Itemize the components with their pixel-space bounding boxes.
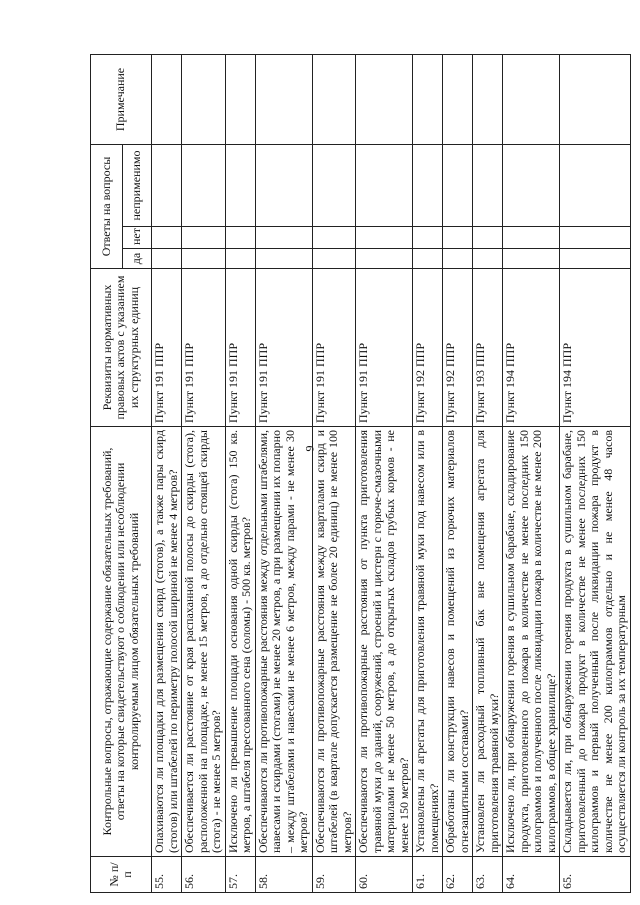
- answer-na-cell[interactable]: [312, 145, 356, 227]
- table-row: [560, 55, 631, 893]
- row-number: 60.: [356, 857, 413, 893]
- note-cell[interactable]: [560, 55, 631, 145]
- note-cell[interactable]: [225, 55, 255, 145]
- row-question: Установлен ли расходный топливный бак вне помещения агрегата для приготовления травяной муки?: [473, 427, 503, 857]
- note-cell[interactable]: [413, 55, 443, 145]
- row-number: 57.: [225, 857, 255, 893]
- row-question: Исключено ли, при обнаружении горения в сушильном барабане, складирование продукта, приготовленного до пожара в количестве не менее последних 150 килограммов и полученного после ликвидации пожара в количестве не менее 200 килограммов, в общее хранилище?: [503, 427, 560, 857]
- row-number: 56.: [182, 857, 226, 893]
- answer-yes-cell[interactable]: [152, 249, 182, 269]
- header-yes: да: [123, 249, 152, 269]
- answer-yes-cell[interactable]: [443, 249, 473, 269]
- answer-no-cell[interactable]: [503, 227, 560, 249]
- note-cell[interactable]: [255, 55, 312, 145]
- table-row: [356, 55, 413, 893]
- row-requisite: Пункт 192 ППР: [413, 269, 443, 427]
- row-requisite: Пункт 194 ППР: [503, 269, 560, 427]
- answer-yes-cell[interactable]: [225, 249, 255, 269]
- row-number: 61.: [413, 857, 443, 893]
- row-question: Обеспечиваются ли противопожарные расстояния между кварталами скирд и штабелей (в квартале допускается размещение не более 20 единиц) не менее 100 метров?: [312, 427, 356, 857]
- row-requisite: Пункт 191 ППР: [312, 269, 356, 427]
- row-number: 58.: [255, 857, 312, 893]
- row-requisite: Пункт 191 ППР: [182, 269, 226, 427]
- answer-yes-cell[interactable]: [255, 249, 312, 269]
- row-requisite: Пункт 192 ППР: [443, 269, 473, 427]
- row-question: Опахиваются ли площадки для размещения скирд (стогов), а также пары скирд (стогов) или штабелей по периметру полосой шириной не менее 4 метров?: [152, 427, 182, 857]
- answer-no-cell[interactable]: [413, 227, 443, 249]
- table-row: [473, 55, 503, 893]
- answer-na-cell[interactable]: [356, 145, 413, 227]
- header-num: № п/п: [91, 857, 152, 893]
- note-cell[interactable]: [312, 55, 356, 145]
- answer-yes-cell[interactable]: [356, 249, 413, 269]
- answer-no-cell[interactable]: [473, 227, 503, 249]
- row-number: 55.: [152, 857, 182, 893]
- row-number: 59.: [312, 857, 356, 893]
- answer-na-cell[interactable]: [152, 145, 182, 227]
- note-cell[interactable]: [443, 55, 473, 145]
- answer-no-cell[interactable]: [152, 227, 182, 249]
- row-question: Обеспечивается ли расстояние от края распаханной полосы до скирды (стога), расположенной на площадке, не менее 15 метров, а до отдельно стоящей скирды (стога) - не менее 5 метров?: [182, 427, 226, 857]
- row-question: Установлены ли агрегаты для приготовления травяной муки под навесом или в помещениях?: [413, 427, 443, 857]
- row-number: 65.: [560, 857, 631, 893]
- answer-no-cell[interactable]: [225, 227, 255, 249]
- row-question: Исключено ли превышение площади основания одной скирды (стога) 150 кв. метров, а штабеля прессованного сена (соломы) - 500 кв. метров?: [225, 427, 255, 857]
- row-question: Обработаны ли конструкции навесов и помещений из горючих материалов огнезащитными составами?: [443, 427, 473, 857]
- row-requisite: Пункт 191 ППР: [152, 269, 182, 427]
- header-no: нет: [123, 227, 152, 249]
- answer-yes-cell[interactable]: [560, 249, 631, 269]
- answer-na-cell[interactable]: [473, 145, 503, 227]
- header-row-1: [91, 55, 123, 893]
- row-requisite: Пункт 191 ППР: [225, 269, 255, 427]
- table-row: [255, 55, 312, 893]
- answer-no-cell[interactable]: [560, 227, 631, 249]
- row-requisite: Пункт 194 ППР: [560, 269, 631, 427]
- row-question: Обеспечиваются ли противопожарные расстояния от пункта приготовления травяной муки до зданий, сооружений, строений и цистерн с горюче-смазочными материалами не менее 50 метров, а до открытых складов грубых кормов - не менее 150 метров?: [356, 427, 413, 857]
- answer-no-cell[interactable]: [443, 227, 473, 249]
- row-requisite: Пункт 193 ППР: [473, 269, 503, 427]
- header-note: Примечание: [91, 55, 152, 145]
- answer-no-cell[interactable]: [182, 227, 226, 249]
- header-requisites: Реквизиты нормативных правовых актов с указанием их структурных единиц: [91, 269, 152, 427]
- note-cell[interactable]: [182, 55, 226, 145]
- row-number: 63.: [473, 857, 503, 893]
- answer-yes-cell[interactable]: [503, 249, 560, 269]
- answer-na-cell[interactable]: [503, 145, 560, 227]
- row-question: Обеспечиваются ли противопожарные расстояния между отдельными штабелями, навесами и скирдами (стогами) не менее 20 метров, а при размещении их попарно – между штабелями и навесами не менее 6 метров, между парами - не менее 30 метров?: [255, 427, 312, 857]
- answer-yes-cell[interactable]: [312, 249, 356, 269]
- header-na: неприменимо: [123, 145, 152, 227]
- table-row: [312, 55, 356, 893]
- note-cell[interactable]: [356, 55, 413, 145]
- rotated-table-container: [90, 55, 632, 893]
- note-cell[interactable]: [503, 55, 560, 145]
- answer-na-cell[interactable]: [560, 145, 631, 227]
- note-cell[interactable]: [473, 55, 503, 145]
- answer-na-cell[interactable]: [255, 145, 312, 227]
- answer-na-cell[interactable]: [182, 145, 226, 227]
- answer-na-cell[interactable]: [413, 145, 443, 227]
- header-question: Контрольные вопросы, отражающие содержание обязательных требований, ответы на которые свидетельствуют о соблюдении или несоблюдении контролируемым лицом обязательных требований: [91, 427, 152, 857]
- answer-na-cell[interactable]: [443, 145, 473, 227]
- table-row: [152, 55, 182, 893]
- header-answers: Ответы на вопросы: [91, 145, 123, 269]
- row-number: 64.: [503, 857, 560, 893]
- row-question: Складывается ли, при обнаружении горения продукта в сушильном барабане, приготовленный до пожара продукт в количестве не менее последних 150 килограммов и первый полученный после ликвидации пожара продукт в количестве не менее 200 килограммов отдельно и не менее 48 часов осуществляется ли контроль за их температурным: [560, 427, 631, 857]
- row-requisite: Пункт 191 ППР: [356, 269, 413, 427]
- row-requisite: Пункт 191 ППР: [255, 269, 312, 427]
- table-row: [413, 55, 443, 893]
- note-cell[interactable]: [152, 55, 182, 145]
- checklist-table: [90, 54, 631, 893]
- answer-yes-cell[interactable]: [182, 249, 226, 269]
- table-row: [225, 55, 255, 893]
- answer-no-cell[interactable]: [356, 227, 413, 249]
- answer-na-cell[interactable]: [225, 145, 255, 227]
- table-row: [443, 55, 473, 893]
- answer-yes-cell[interactable]: [473, 249, 503, 269]
- row-number: 62.: [443, 857, 473, 893]
- table-row: [503, 55, 560, 893]
- page-number: 9: [302, 445, 317, 452]
- table-row: [182, 55, 226, 893]
- answer-no-cell[interactable]: [255, 227, 312, 249]
- answer-no-cell[interactable]: [312, 227, 356, 249]
- answer-yes-cell[interactable]: [413, 249, 443, 269]
